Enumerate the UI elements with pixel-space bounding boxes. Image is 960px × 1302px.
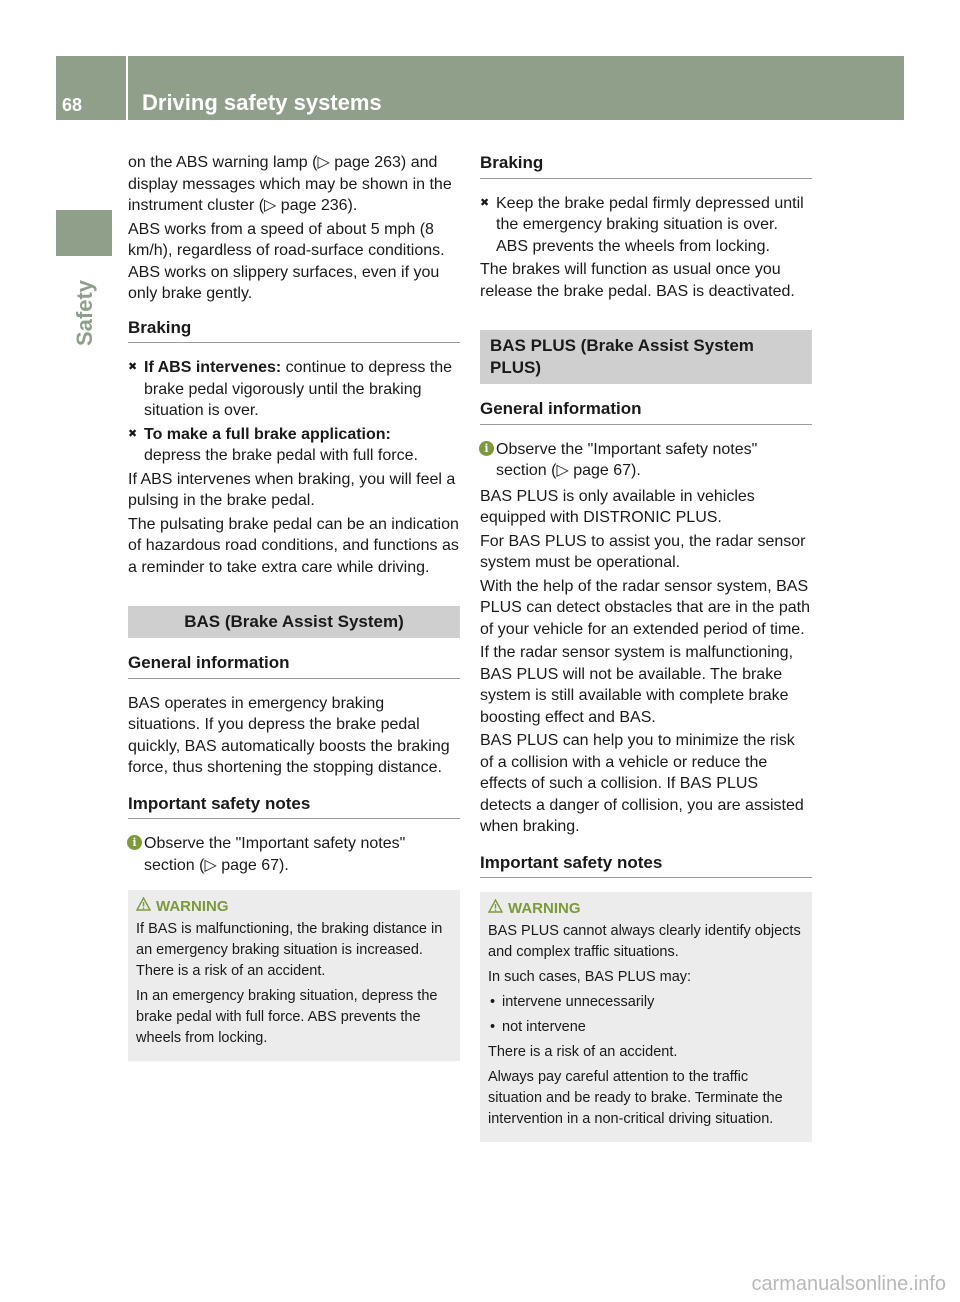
left-column — [128, 152, 460, 1061]
page-header-bar — [56, 56, 904, 120]
paragraph-5: BAS PLUS can help you to minimize the risk of a collision with a vehicle or reduce the effects of such a collision. If BAS PLUS detects a danger of collision, you are assisted when braking. — [480, 732, 804, 835]
pulse-paragraph: If ABS intervenes when braking, you will feel a pulsing in the brake pedal. — [128, 470, 456, 509]
warning-title-text: WARNING — [508, 900, 581, 917]
step-text: continue to depress the brake pedal vigorously until the braking situation is over. — [144, 359, 452, 419]
info-note — [480, 439, 812, 482]
warning-box — [128, 890, 460, 1061]
header-divider — [126, 56, 128, 120]
warning-triangle-icon — [488, 899, 503, 913]
step-full-brake — [128, 424, 460, 467]
pulse-paragraph-2: The pulsating brake pedal can be an indication of hazardous road conditions, and functions as a reminder to take extra care while driving. — [128, 515, 459, 576]
info-note — [128, 833, 460, 876]
warning-text-2: In an emergency braking situation, depress the brake pedal with full force. ABS prevents the wheels from locking. — [136, 988, 438, 1046]
step-text: depress the brake pedal with full force. — [144, 447, 418, 464]
warning-text-2: In such cases, BAS PLUS may: — [488, 969, 692, 985]
intro-paragraph-1: on the ABS warning lamp (▷ page 263) and display messages which may be shown in the instrument cluster (▷ page 236). — [128, 154, 452, 214]
right-column — [480, 152, 812, 1142]
paragraph-4: If the radar sensor system is malfunctioning, BAS PLUS will not be available. The brake system is still available with complete brake boosting effect and BAS. — [480, 644, 794, 726]
step-arrow-icon: ✖ — [128, 361, 138, 373]
paragraph-1: BAS PLUS is only available in vehicles equipped with DISTRONIC PLUS. — [480, 487, 755, 526]
general-info-heading: General information — [480, 398, 812, 425]
warning-title — [488, 898, 804, 919]
info-note-text: Observe the "Important safety notes" section (▷ page 67). — [144, 835, 406, 874]
warning-text-1: BAS PLUS cannot always clearly identify objects and complex traffic situations. — [488, 923, 801, 960]
bas-section-heading: BAS (Brake Assist System) — [128, 606, 460, 638]
warning-triangle-icon — [136, 897, 151, 911]
step-bold: If ABS intervenes: — [144, 359, 282, 376]
step-arrow-icon: ✖ — [128, 427, 138, 440]
info-icon: i — [479, 441, 494, 456]
chapter-title: Driving safety systems — [142, 90, 382, 115]
safety-notes-heading: Important safety notes — [480, 852, 812, 879]
info-note-text: Observe the "Important safety notes" section (▷ page 67). — [496, 440, 758, 479]
step-text: Keep the brake pedal firmly depressed until the emergency braking situation is over. ABS prevents the wheels from locking. — [496, 194, 804, 255]
watermark: carmanualsonline.info — [751, 1273, 946, 1295]
warning-bullet: • not intervene — [488, 1017, 804, 1038]
warning-bullet: • intervene unnecessarily — [488, 992, 804, 1013]
warning-text-1: If BAS is malfunctioning, the braking distance in an emergency braking situation is increased. There is a risk of an accident. — [136, 921, 443, 979]
page-number: 68 — [62, 95, 83, 115]
intro-paragraph-2: ABS works from a speed of about 5 mph (8 km/h), regardless of road-surface conditions. ABS works on slippery surfaces, even if you only brake gently. — [128, 220, 445, 302]
step-abs-intervenes — [128, 357, 460, 422]
step-arrow-icon: ✖ — [480, 196, 490, 209]
step-keep-pedal — [480, 193, 812, 258]
paragraph-3: With the help of the radar sensor system, BAS PLUS can detect obstacles that are in the path of your vehicle for an extended period of time. — [480, 577, 810, 638]
release-paragraph: The brakes will function as usual once you release the brake pedal. BAS is deactivated. — [480, 261, 795, 300]
braking-heading: Braking — [128, 317, 460, 344]
warning-title-text: WARNING — [156, 898, 229, 915]
paragraph-2: For BAS PLUS to assist you, the radar sensor system must be operational. — [480, 532, 806, 571]
general-info-heading: General information — [128, 652, 460, 679]
warning-text-4: Always pay careful attention to the traffic situation and be ready to brake. Terminate the intervention in a non-critical driving situation. — [488, 1069, 783, 1127]
warning-text-3: There is a risk of an accident. — [488, 1044, 678, 1060]
safety-notes-heading: Important safety notes — [128, 793, 460, 820]
side-tab — [56, 210, 112, 256]
step-bold: To make a full brake application: — [144, 425, 391, 443]
bas-plus-section-heading: BAS PLUS (Brake Assist System PLUS) — [480, 330, 812, 384]
general-info-text: BAS operates in emergency braking situations. If you depress the brake pedal quickly, BAS automatically boosts the braking force, thus shortening the stopping distance. — [128, 694, 450, 776]
side-label — [68, 260, 104, 350]
side-label-text: Safety — [72, 279, 97, 346]
info-icon: i — [127, 835, 142, 850]
warning-title — [136, 896, 452, 917]
warning-box — [480, 892, 812, 1142]
braking-heading: Braking — [480, 152, 812, 179]
